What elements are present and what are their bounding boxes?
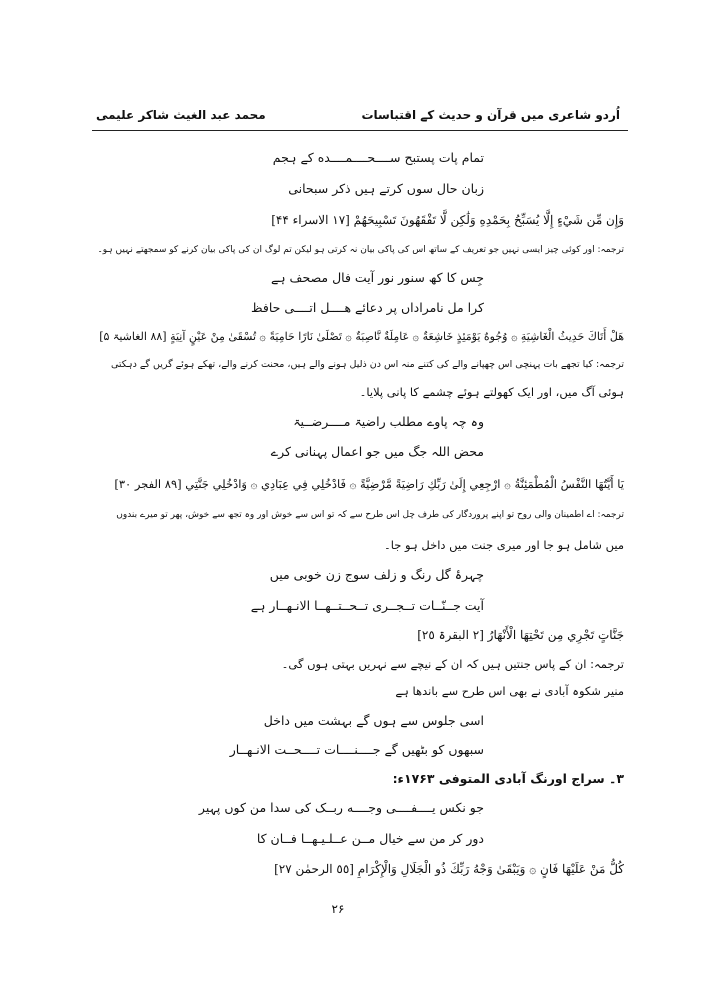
translation: ترجمہ: اور کوئی چیز ایسی نہیں جو تعریف کے ساتھ اس کی پاکی بیان نہ کرتی ہو لیکن تم لوگ ان کی پاکی بیان کرنے کو سمجھتے نہیں ہو۔ (97, 245, 624, 255)
verse-line: اسی جلوس سے ہوں گے بہشت میں داخل (263, 713, 484, 728)
quran-quote: كُلُّ مَنْ عَلَيْهَا فَانٍ ۞ وَيَبْقَىٰ وَجْهُ رَبِّكَ ذُو الْجَلَالِ وَالْإِكْرَامِ [٥٥ الرحمٰن ٢٧] (274, 862, 624, 876)
verse-line: آیت جــنّــات تــجــری تــحــتــهــا الانـهــار ہے (250, 598, 484, 613)
verse-line: محض اللہ جگ میں جو اعمال پہنانی کرے (270, 444, 484, 459)
translation: ہوئی آگ میں، اور ایک کھولتے ہوئے چشمے کا پانی پلایا۔ (359, 385, 624, 399)
page-number: ۲۶ (331, 902, 345, 916)
section-heading: ۳۔ سراج اورنگ آبادی المتوفی ۱۷۶۳ء: (392, 771, 624, 786)
translation: ترجمہ: ان کے پاس جنتیں ہیں کہ ان کے نیچے سے نہریں بہتی ہوں گی۔ (281, 657, 624, 671)
quran-quote: جَنَّاتٍ تَجْرِي مِن تَحْتِهَا الْأَنْهَارُ [٢ البقرۃ ٢٥] (417, 628, 624, 642)
verse-line: جِس کا کھ سنور نور آیت فال مصحف ہے (270, 270, 484, 285)
verse-line: کرا مل نامراداں پر دعائے هــــل اتــــی حافظ (251, 300, 484, 315)
author-header: محمد عبد الغیث شاکر علیمی (96, 108, 266, 122)
translation: میں شامل ہو جا اور میری جنت میں داخل ہو جا۔ (384, 538, 624, 552)
translation: ترجمہ: اے اطمینان والی روح تو اپنے پروردگار کی طرف چل اس طرح سے کہ تو اس سے خوش اور وہ تجھ سے خوش، پھر تو میرے بندوں (116, 510, 624, 520)
quran-quote: وَإِن مِّن شَيْءٍ إِلَّا يُسَبِّحُ بِحَمْدِهِ وَلَٰكِن لَّا تَفْقَهُونَ تَسْبِيحَهُمْ [١٧ الاسراء ۴۴] (271, 213, 624, 227)
prose-line: منیر شکوہ آبادی نے بھی اس طرح سے باندھا ہے (395, 684, 624, 698)
quran-quote: يَا أَيَّتُهَا النَّفْسُ الْمُطْمَئِنَّةُ ۞ ارْجِعِي إِلَىٰ رَبِّكِ رَاضِيَةً مَّرْضِيَّةً ۞ فَادْخُلِي فِي عِبَادِي ۞ وَادْخُلِي جَنَّتِي [٨٩ الفجر ٣٠] (114, 477, 624, 491)
translation: ترجمہ: کیا تجھے بات پہنچی اس چھپانے والے کی کتنے منہ اس دن ذلیل ہونے والے ہیں، محنت کرنے والے، تھکے ہوئے گریں گے دہکتی (111, 359, 624, 370)
book-title-header: اُردو شاعری میں قرآن و حدیث کے اقتباسات (361, 108, 620, 122)
quran-quote: هَلْ أَتَاكَ حَدِيثُ الْغَاشِيَةِ ۞ وُجُوهٌ يَوْمَئِذٍ خَاشِعَةٌ ۞ عَامِلَةٌ نَّاصِبَةٌ ۞ تَصْلَىٰ نَارًا حَامِيَةً ۞ تُسْقَىٰ مِنْ عَيْنٍ آنِيَةٍ [٨٨ الغاشیۃ ۵] (99, 330, 624, 343)
verse-line: وہ چہ پاوے مطلب راضیۃ مــــرضــیۃ (293, 414, 484, 429)
verse-line: چہرۂ گل رنگ و زلف سوج زن خوبی میں (269, 567, 484, 582)
verse-line: زبان حال سوں کرتے ہیں ذکر سبحانی (288, 181, 484, 196)
verse-line: دور کر من سے خیال مــن عــلـیـهــا فــان کا (256, 831, 484, 846)
verse-line: سبھوں کو بٹھیں گے جــــنــــات تــــحــت الانـهــار (229, 742, 484, 757)
header-rule (92, 130, 628, 131)
verse-line: جو نکس یــــفــــی وجــــه ربــک کی سدا من کوں پہیر (198, 800, 484, 815)
verse-line: تمام پات پستبح ســــحــــمــــده کے ہجم (272, 150, 484, 165)
